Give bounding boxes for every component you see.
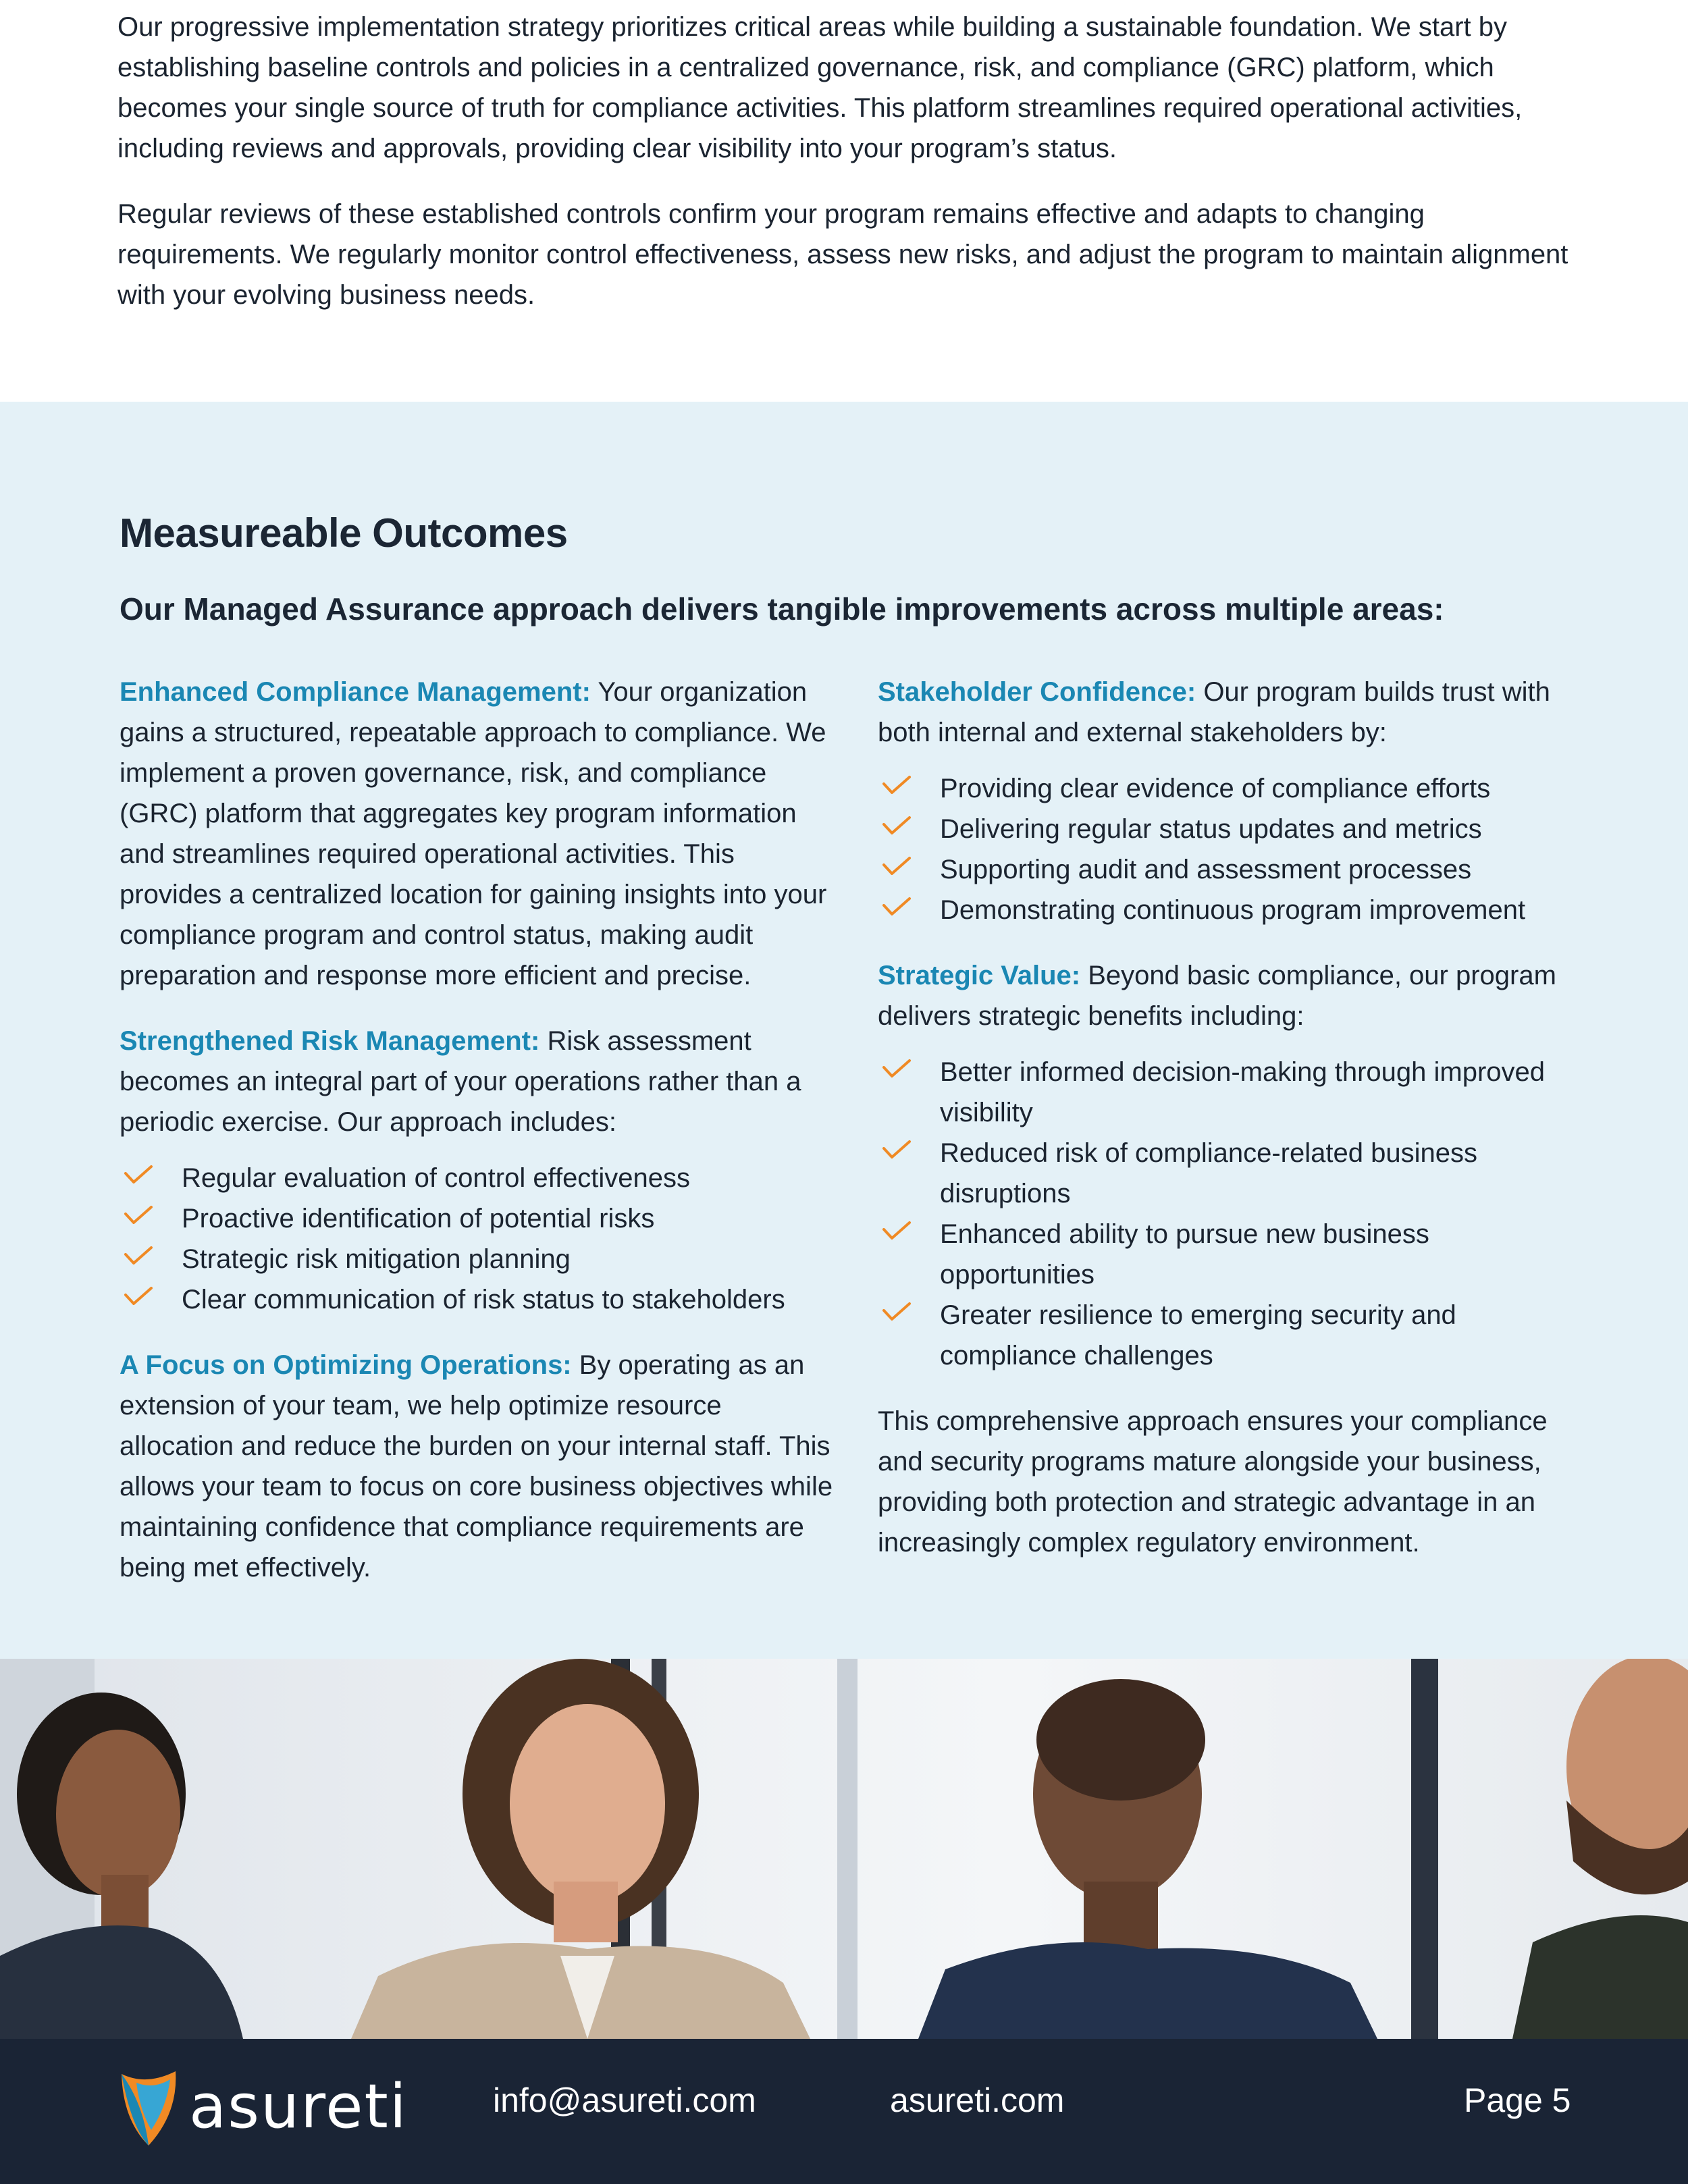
list-item: [120, 1198, 835, 1239]
compliance-text: Your organization gains a structured, repeatable approach to compliance. We implement a proven governance, risk, and compliance (GRC) platform that aggregates key program information and streamlines required operational activities. This provides a centralized location for gaining insights into your compliance program and control status, making audit preparation and response more efficient and precise.: [120, 677, 827, 990]
list-item: [878, 1295, 1580, 1376]
checkmark-icon: [882, 1140, 912, 1160]
left-column: [120, 672, 835, 1613]
list-item-text: Clear communication of risk status to stakeholders: [182, 1285, 785, 1314]
list-item-text: Proactive identification of potential risks: [182, 1204, 655, 1233]
strategic-list: [878, 1052, 1580, 1376]
checkmark-icon: [124, 1205, 153, 1225]
list-item: [878, 849, 1580, 890]
checkmark-icon: [882, 1059, 912, 1079]
section-subtitle: Our Managed Assurance approach delivers tangible improvements across multiple areas:: [120, 591, 1444, 627]
meeting-people-illustration: [0, 1659, 1688, 2039]
page-footer: [0, 2039, 1688, 2184]
checkmark-icon: [882, 775, 912, 795]
list-item: [878, 1052, 1580, 1133]
compliance-paragraph: [120, 672, 835, 996]
checkmark-icon: [124, 1165, 153, 1185]
list-item: [878, 1214, 1580, 1295]
right-column: [878, 672, 1580, 1588]
list-item-text: Delivering regular status updates and metrics: [940, 814, 1482, 844]
compliance-lead: Enhanced Compliance Management:: [120, 677, 591, 707]
list-item-text: Providing clear evidence of compliance efforts: [940, 774, 1491, 803]
strategic-paragraph: [878, 955, 1580, 1036]
checkmark-icon: [882, 1221, 912, 1241]
strategic-text: Beyond basic compliance, our program delivers strategic benefits including:: [878, 961, 1556, 1031]
checkmark-icon: [882, 1302, 912, 1322]
risk-paragraph: [120, 1021, 835, 1142]
list-item-text: Strategic risk mitigation planning: [182, 1244, 571, 1274]
team-photo: [0, 1659, 1688, 2039]
checkmark-icon: [882, 897, 912, 917]
risk-text: Risk assessment becomes an integral part of your operations rather than a periodic exercise. Our approach includes:: [120, 1026, 801, 1137]
stakeholder-paragraph: [878, 672, 1580, 753]
checkmark-icon: [124, 1286, 153, 1306]
list-item-text: Better informed decision-making through improved visibility: [940, 1057, 1545, 1127]
list-item: [120, 1279, 835, 1320]
intro-paragraph-1: Our progressive implementation strategy prioritizes critical areas while building a sustainable foundation. We start by establishing baseline controls and policies in a centralized governance, risk, and compliance (GRC) platform, which becomes your single source of truth for compliance activities. This platform streamlines required operational activities, including reviews and approvals, providing clear visibility into your program’s status.: [117, 12, 1523, 163]
list-item-text: Greater resilience to emerging security and compliance challenges: [940, 1300, 1456, 1370]
intro-paragraph-2: Regular reviews of these established controls confirm your program remains effective and adapts to changing requirements. We regularly monitor control effectiveness, assess new risks, and adjust the program to maintain alignment with your evolving business needs.: [117, 199, 1568, 310]
outcomes-section: [0, 402, 1688, 1659]
list-item: [120, 1239, 835, 1279]
checkmark-icon: [124, 1246, 153, 1266]
stakeholder-lead: Stakeholder Confidence:: [878, 677, 1196, 707]
checkmark-icon: [882, 856, 912, 876]
risk-list: [120, 1158, 835, 1320]
intro-section: [117, 7, 1576, 340]
closing-paragraph: This comprehensive approach ensures your compliance and security programs mature alongside your business, providing both protection and strategic advantage in an increasingly complex regulatory environment.: [878, 1406, 1548, 1557]
list-item-text: Reduced risk of compliance-related business disruptions: [940, 1138, 1477, 1208]
section-title: Measureable Outcomes: [120, 510, 568, 556]
list-item-text: Supporting audit and assessment processes: [940, 855, 1472, 884]
checkmark-icon: [882, 816, 912, 836]
list-item: [878, 809, 1580, 849]
list-item: [878, 1133, 1580, 1214]
list-item: [120, 1158, 835, 1198]
risk-lead: Strengthened Risk Management:: [120, 1026, 540, 1056]
list-item: [878, 768, 1580, 809]
page-number: Page 5: [1464, 2081, 1571, 2119]
stakeholder-text: Our program builds trust with both internal and external stakeholders by:: [878, 677, 1550, 747]
list-item-text: Enhanced ability to pursue new business opportunities: [940, 1219, 1429, 1289]
brand-name: asureti: [189, 2071, 408, 2142]
strategic-lead: Strategic Value:: [878, 961, 1081, 990]
operations-text: By operating as an extension of your team, we help optimize resource allocation and reduce the burden on your internal staff. This allows your team to focus on core business objectives while maintaining confidence that compliance requirements are being met effectively.: [120, 1350, 833, 1582]
stakeholder-list: [878, 768, 1580, 930]
list-item-text: Regular evaluation of control effectiveness: [182, 1163, 691, 1193]
operations-paragraph: [120, 1345, 835, 1588]
footer-website-link[interactable]: asureti.com: [890, 2081, 1065, 2119]
list-item-text: Demonstrating continuous program improvement: [940, 895, 1526, 925]
operations-lead: A Focus on Optimizing Operations:: [120, 1350, 572, 1380]
footer-email-link[interactable]: info@asureti.com: [493, 2081, 756, 2119]
list-item: [878, 890, 1580, 930]
